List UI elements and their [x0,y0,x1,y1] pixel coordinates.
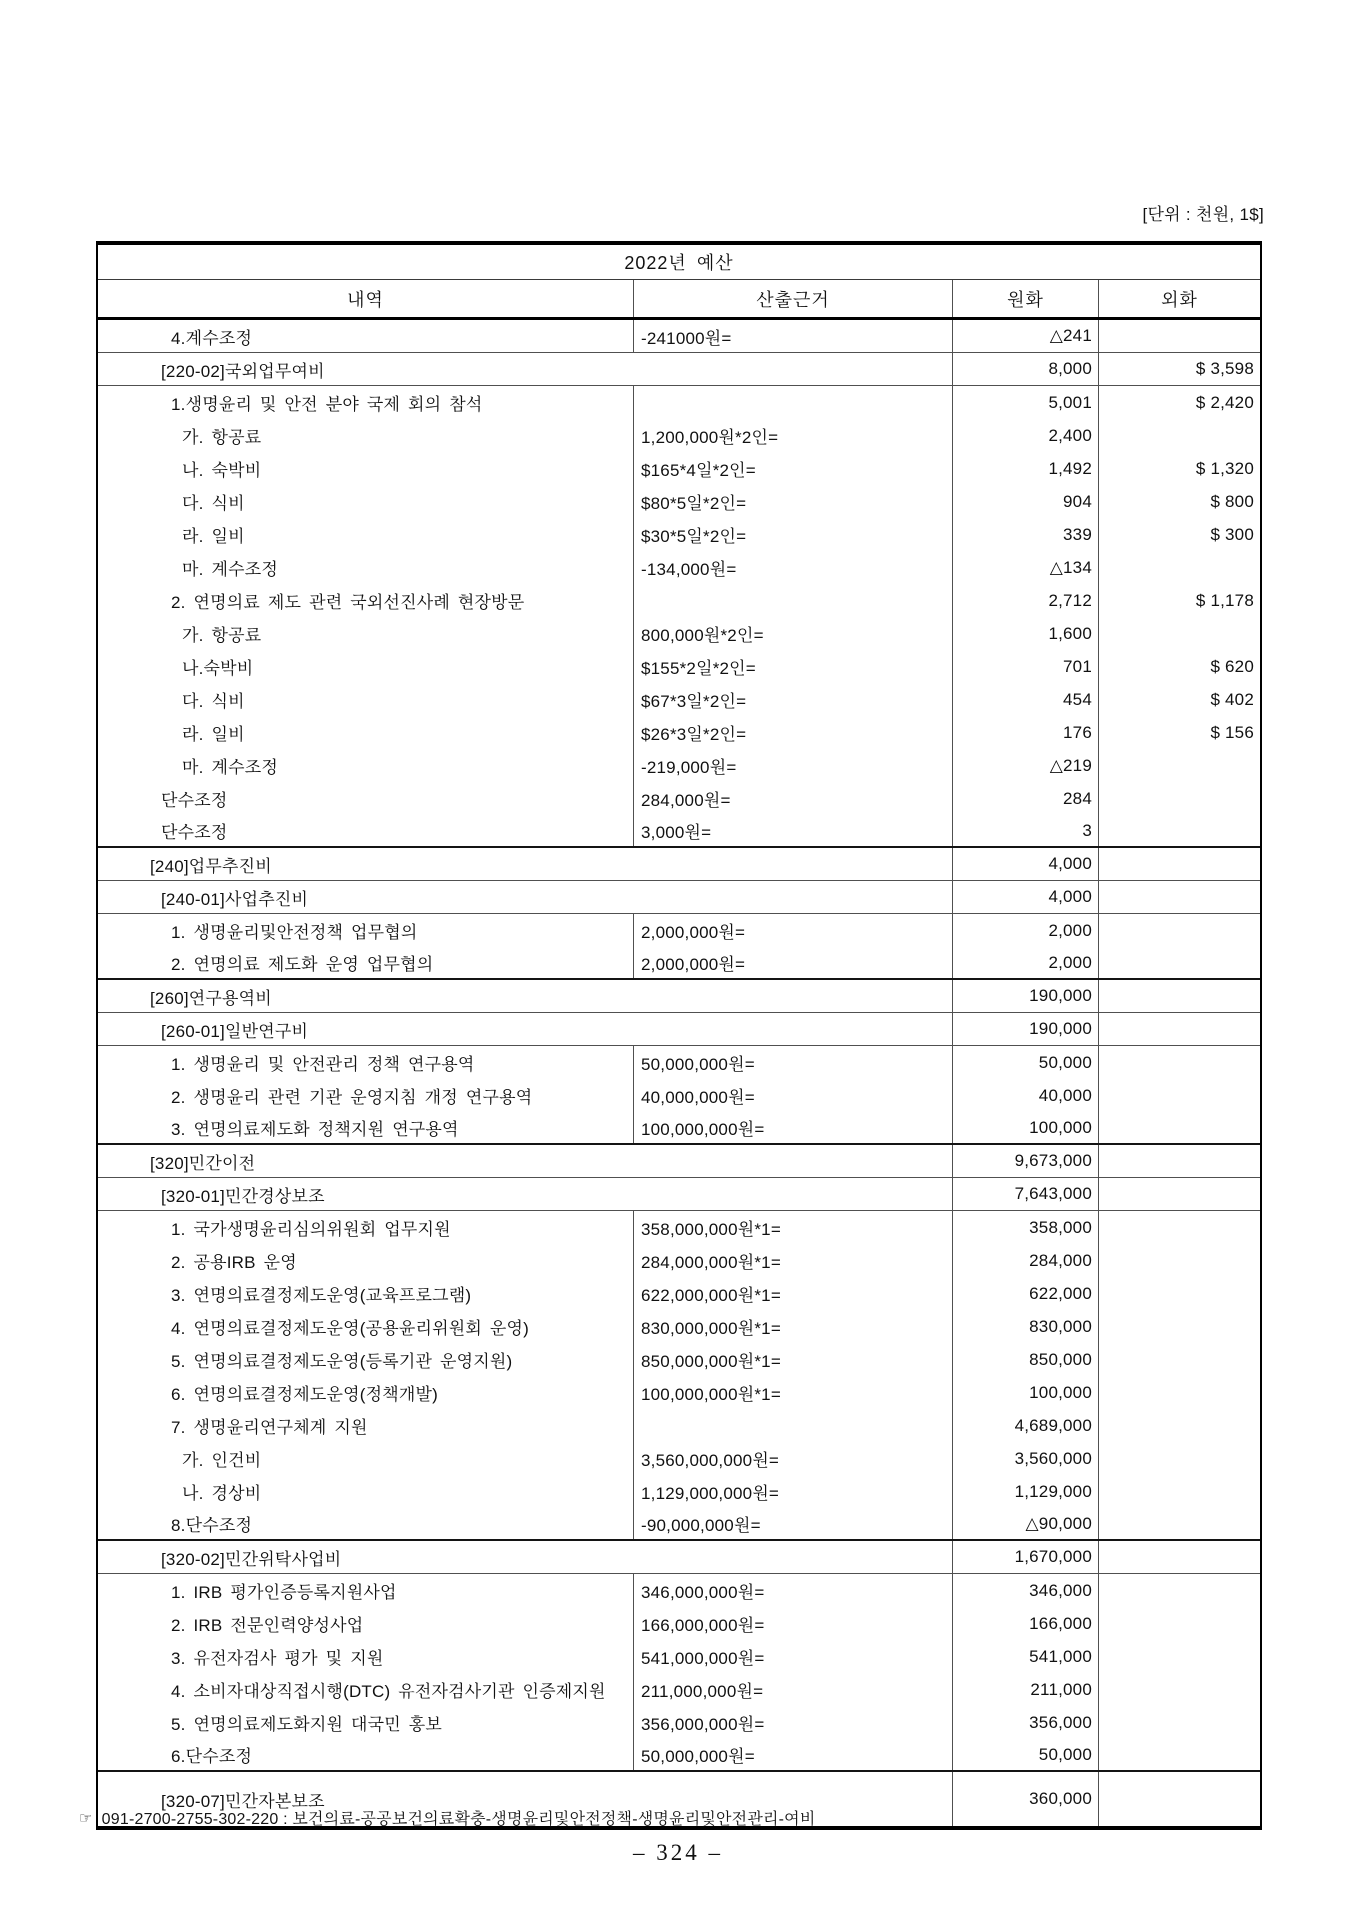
cell-krw-value: 166,000 [952,1607,1098,1640]
cell-detail: 2. 공용IRB 운영 [171,1253,297,1272]
cell-krw-value: 2,000 [952,914,1098,947]
cell-usd-value [1098,1475,1260,1508]
budget-table [96,241,1262,1830]
cell-detail: 3. 유전자검사 평가 및 지원 [171,1649,384,1668]
table-row [98,782,1260,815]
cell-usd-value [1098,1706,1260,1739]
cell-basis-value: 346,000,000원= [633,1574,952,1607]
cell-detail: 가. 인건비 [182,1451,262,1470]
cell-krw-value: 622,000 [952,1277,1098,1310]
table-row [98,1706,1260,1739]
table-row [98,716,1260,749]
cell-krw-value: 284 [952,782,1098,815]
cell-basis-value: 211,000,000원= [633,1673,952,1706]
cell-krw-value: 4,689,000 [952,1409,1098,1442]
cell-krw-value: 356,000 [952,1706,1098,1739]
cell-krw-value: 7,643,000 [952,1178,1098,1210]
cell-detail: 가. 항공료 [182,626,262,645]
cell-detail: 마. 계수조정 [182,758,278,777]
cell-krw-value: △90,000 [952,1508,1098,1539]
cell-usd-value [1098,1376,1260,1409]
footnote [79,1806,815,1829]
table-title: 2022년 예산 [98,245,1260,280]
cell-detail: 1.생명윤리 및 안전 분야 국제 회의 참석 [171,395,483,414]
table-row [98,1739,1260,1772]
cell-basis-value: 3,000원= [633,815,952,846]
table-row [98,1343,1260,1376]
cell-usd-value [1098,1343,1260,1376]
table-row [98,1145,1260,1178]
cell-usd-value [1098,1211,1260,1244]
table-row [98,584,1260,617]
cell-usd-value [1098,1508,1260,1539]
table-row [98,1079,1260,1112]
cell-detail: 다. 식비 [182,692,245,711]
table-row [98,1475,1260,1508]
cell-krw-value: 339 [952,518,1098,551]
cell-basis-value: 50,000,000원= [633,1739,952,1770]
table-row [98,1442,1260,1475]
page-number: – 324 – [633,1840,723,1865]
column-header-krw: 원화 [952,280,1098,317]
cell-krw-value: 284,000 [952,1244,1098,1277]
cell-krw-value: 1,129,000 [952,1475,1098,1508]
cell-basis-value: $26*3일*2인= [633,716,952,749]
table-row [98,485,1260,518]
cell-krw-value: 8,000 [952,353,1098,385]
table-row [98,947,1260,980]
column-header-usd: 외화 [1098,280,1260,317]
cell-basis-value [633,584,952,617]
cell-basis-value: 356,000,000원= [633,1706,952,1739]
cell-detail: 2. 연명의료 제도화 운영 업무협의 [171,955,434,974]
cell-krw-value: 3 [952,815,1098,846]
cell-basis-value [633,386,952,419]
cell-detail: [320-01]민간경상보조 [161,1186,325,1206]
table-row [98,452,1260,485]
cell-usd-value [1098,1277,1260,1310]
table-row [98,1607,1260,1640]
cell-basis-value: 2,000,000원= [633,947,952,978]
cell-detail: 1. IRB 평가인증등록지원사업 [171,1583,397,1602]
cell-basis-value: 358,000,000원*1= [633,1211,952,1244]
table-row [98,1409,1260,1442]
cell-detail: [260]연구용역비 [150,988,272,1008]
cell-detail: 2. 생명윤리 관련 기관 운영지침 개정 연구용역 [171,1088,533,1107]
cell-detail: 6.단수조정 [171,1747,253,1766]
table-row [98,1310,1260,1343]
cell-basis-value: 2,000,000원= [633,914,952,947]
table-row [98,320,1260,353]
cell-detail: [240]업무추진비 [150,856,272,876]
cell-basis-value: 622,000,000원*1= [633,1277,952,1310]
cell-basis-value: 284,000원= [633,782,952,815]
cell-krw-value: △134 [952,551,1098,584]
cell-usd-value [1098,1739,1260,1770]
cell-usd-value [1098,617,1260,650]
cell-basis-value: 1,200,000원*2인= [633,419,952,452]
table-row [98,650,1260,683]
cell-krw-value: 541,000 [952,1640,1098,1673]
cell-krw-value: 904 [952,485,1098,518]
table-row [98,980,1260,1013]
cell-basis-value: -241000원= [633,320,952,352]
cell-basis-value: 284,000,000원*1= [633,1244,952,1277]
table-row [98,551,1260,584]
cell-usd-value [1098,1640,1260,1673]
cell-detail: 4.계수조정 [171,328,253,348]
cell-usd-value: $ 2,420 [1098,386,1260,419]
cell-usd-value [1098,947,1260,978]
cell-krw-value: 176 [952,716,1098,749]
table-row [98,1541,1260,1574]
table-row [98,848,1260,881]
cell-krw-value: △219 [952,749,1098,782]
cell-krw-value: 190,000 [952,1013,1098,1045]
cell-krw-value: 9,673,000 [952,1145,1098,1177]
cell-krw-value: 211,000 [952,1673,1098,1706]
cell-usd-value [1098,914,1260,947]
cell-detail: 단수조정 [161,823,228,842]
pointing-hand-icon: ☞ [79,1809,93,1827]
cell-usd-value [1098,749,1260,782]
table-row [98,1640,1260,1673]
cell-detail: 5. 연명의료결정제도운영(등록기관 운영지원) [171,1352,513,1371]
cell-usd-value: $ 300 [1098,518,1260,551]
cell-krw-value: 4,000 [952,848,1098,880]
unit-note: [단위 : 천원, 1$] [1142,205,1264,224]
cell-detail: 다. 식비 [182,494,245,513]
cell-usd-value [1098,1673,1260,1706]
cell-krw-value: 1,670,000 [952,1541,1098,1573]
cell-usd-value [1098,1046,1260,1079]
cell-basis-value: 100,000,000원= [633,1112,952,1143]
cell-krw-value: 50,000 [952,1739,1098,1770]
table-row [98,518,1260,551]
cell-basis-value: 541,000,000원= [633,1640,952,1673]
cell-usd-value: $ 800 [1098,485,1260,518]
cell-detail: [220-02]국외업무여비 [161,361,325,381]
cell-usd-value [1098,551,1260,584]
cell-usd-value [1098,1145,1260,1177]
table-row [98,683,1260,716]
cell-usd-value [1098,419,1260,452]
cell-usd-value [1098,1607,1260,1640]
cell-basis-value: 50,000,000원= [633,1046,952,1079]
cell-basis-value: -90,000,000원= [633,1508,952,1539]
cell-basis-value: 100,000,000원*1= [633,1376,952,1409]
cell-krw-value: 3,560,000 [952,1442,1098,1475]
table-row [98,419,1260,452]
cell-basis-value: 800,000원*2인= [633,617,952,650]
cell-krw-value: 701 [952,650,1098,683]
table-row [98,1112,1260,1145]
table-body [98,320,1260,1826]
table-row [98,1376,1260,1409]
cell-detail: 1. 생명윤리 및 안전관리 정책 연구용역 [171,1055,475,1074]
cell-krw-value: 346,000 [952,1574,1098,1607]
cell-krw-value: 40,000 [952,1079,1098,1112]
cell-detail: 나. 경상비 [182,1484,262,1503]
cell-usd-value: $ 620 [1098,650,1260,683]
cell-detail: 6. 연명의료결정제도운영(정책개발) [171,1385,438,1404]
cell-detail: [320]민간이전 [150,1153,256,1173]
cell-krw-value: 830,000 [952,1310,1098,1343]
cell-usd-value: $ 3,598 [1098,353,1260,385]
cell-usd-value: $ 1,320 [1098,452,1260,485]
cell-krw-value: 1,600 [952,617,1098,650]
cell-detail: 라. 일비 [182,527,245,546]
cell-usd-value [1098,320,1260,352]
cell-detail: [320-07]민간자본보조 [161,1791,325,1811]
cell-detail: 나.숙박비 [182,659,254,678]
table-row [98,815,1260,848]
table-row [98,1574,1260,1607]
cell-krw-value: △241 [952,320,1098,352]
cell-usd-value: $ 402 [1098,683,1260,716]
cell-krw-value: 2,000 [952,947,1098,978]
cell-basis-value: $67*3일*2인= [633,683,952,716]
cell-krw-value: 100,000 [952,1376,1098,1409]
cell-detail: 단수조정 [161,791,228,810]
cell-krw-value: 4,000 [952,881,1098,913]
cell-basis-value: 166,000,000원= [633,1607,952,1640]
cell-basis-value: $155*2일*2인= [633,650,952,683]
cell-usd-value [1098,1310,1260,1343]
cell-detail: 나. 숙박비 [182,461,262,480]
table-row [98,749,1260,782]
cell-detail: 3. 연명의료결정제도운영(교육프로그램) [171,1286,472,1305]
cell-basis-value: $30*5일*2인= [633,518,952,551]
cell-usd-value [1098,1442,1260,1475]
cell-basis-value: 830,000,000원*1= [633,1310,952,1343]
cell-detail: 1. 국가생명윤리심의위원회 업무지원 [171,1220,451,1239]
cell-detail: 7. 생명윤리연구체계 지원 [171,1418,368,1437]
table-row [98,1277,1260,1310]
cell-detail: 1. 생명윤리및안전정책 업무협의 [171,923,418,942]
table-header-row [98,280,1260,320]
cell-basis-value: 850,000,000원*1= [633,1343,952,1376]
cell-krw-value: 1,492 [952,452,1098,485]
table-row [98,914,1260,947]
cell-usd-value [1098,881,1260,913]
cell-detail: 4. 소비자대상직접시행(DTC) 유전자검사기관 인증제지원 [171,1682,606,1701]
table-row [98,1211,1260,1244]
cell-krw-value: 50,000 [952,1046,1098,1079]
footnote-text: 091-2700-2755-302-220 : 보건의료-공공보건의료확충-생명윤리및안전정책-생명윤리및안전관리-여비 [101,1811,816,1828]
cell-detail: [260-01]일반연구비 [161,1021,309,1041]
cell-usd-value [1098,1079,1260,1112]
cell-usd-value [1098,1244,1260,1277]
cell-detail: 2. 연명의료 제도 관련 국외선진사례 현장방문 [171,593,525,612]
table-row [98,1508,1260,1541]
cell-usd-value [1098,1178,1260,1210]
cell-krw-value: 850,000 [952,1343,1098,1376]
table-row [98,353,1260,386]
cell-krw-value: 5,001 [952,386,1098,419]
cell-usd-value: $ 156 [1098,716,1260,749]
cell-basis-value: 40,000,000원= [633,1079,952,1112]
cell-detail: 가. 항공료 [182,428,262,447]
cell-krw-value: 100,000 [952,1112,1098,1143]
cell-usd-value [1098,848,1260,880]
cell-krw-value: 190,000 [952,980,1098,1012]
column-header-detail: 내역 [347,289,384,310]
cell-krw-value: 2,712 [952,584,1098,617]
cell-krw-value: 360,000 [952,1772,1098,1826]
table-row [98,1244,1260,1277]
cell-detail: 마. 계수조정 [182,560,278,579]
cell-usd-value [1098,1772,1260,1826]
cell-usd-value [1098,980,1260,1012]
cell-detail: 3. 연명의료제도화 정책지원 연구용역 [171,1120,459,1139]
cell-usd-value [1098,1112,1260,1143]
table-row [98,1013,1260,1046]
cell-krw-value: 358,000 [952,1211,1098,1244]
cell-basis-value: -219,000원= [633,749,952,782]
cell-detail: 5. 연명의료제도화지원 대국민 홍보 [171,1715,443,1734]
cell-detail: [240-01]사업추진비 [161,889,309,909]
cell-detail: 2. IRB 전문인력양성사업 [171,1616,364,1635]
cell-krw-value: 2,400 [952,419,1098,452]
table-row [98,1046,1260,1079]
cell-basis-value [633,1409,952,1442]
cell-usd-value [1098,1013,1260,1045]
cell-detail: [320-02]민간위탁사업비 [161,1549,342,1569]
cell-basis-value: $165*4일*2인= [633,452,952,485]
table-row [98,881,1260,914]
cell-usd-value: $ 1,178 [1098,584,1260,617]
cell-basis-value: $80*5일*2인= [633,485,952,518]
cell-detail: 4. 연명의료결정제도운영(공용윤리위원회 운영) [171,1319,529,1338]
cell-usd-value [1098,815,1260,846]
cell-detail: 8.단수조정 [171,1516,253,1535]
cell-detail: 라. 일비 [182,725,245,744]
cell-basis-value: 3,560,000,000원= [633,1442,952,1475]
cell-usd-value [1098,1574,1260,1607]
cell-krw-value: 454 [952,683,1098,716]
table-row [98,1673,1260,1706]
cell-usd-value [1098,1541,1260,1573]
cell-usd-value [1098,782,1260,815]
table-row [98,617,1260,650]
table-row [98,1178,1260,1211]
column-header-basis: 산출근거 [633,280,952,317]
cell-usd-value [1098,1409,1260,1442]
cell-basis-value: 1,129,000,000원= [633,1475,952,1508]
cell-basis-value: -134,000원= [633,551,952,584]
table-row [98,386,1260,419]
